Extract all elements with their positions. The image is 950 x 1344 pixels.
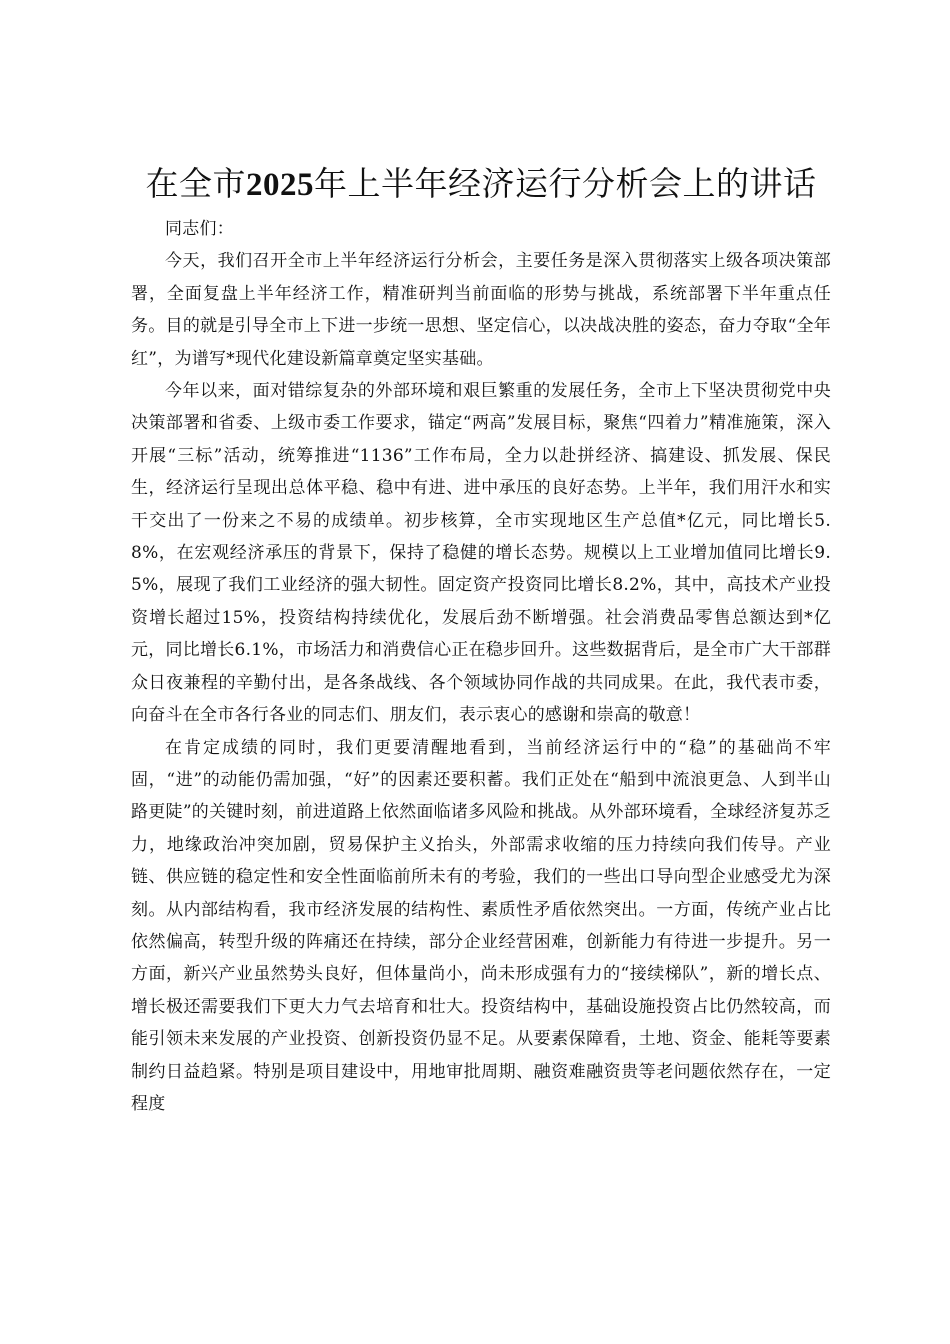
document-page — [131, 162, 831, 1120]
paragraph-3: 在肯定成绩的同时，我们更要清醒地看到，当前经济运行中的“稳”的基础尚不牢固，“进”的动能仍需加强，“好”的因素还要积蓄。我们正处在“船到中流浪更急、人到半山路更陡”的关键时刻，前进道路上依然面临诸多风险和挑战。从外部环境看，全球经济复苏乏力，地缘政治冲突加剧，贸易保护主义抬头，外部需求收缩的压力持续向我们传导。产业链、供应链的稳定性和安全性面临前所未有的考验，我们的一些出口导向型企业感受尤为深刻。从内部结构看，我市经济发展的结构性、素质性矛盾依然突出。一方面，传统产业占比依然偏高，转型升级的阵痛还在持续，部分企业经营困难，创新能力有待进一步提升。另一方面，新兴产业虽然势头良好，但体量尚小，尚未形成强有力的“接续梯队”，新的增长点、增长极还需要我们下更大力气去培育和壮大。投资结构中，基础设施投资占比仍然较高，而能引领未来发展的产业投资、创新投资仍显不足。从要素保障看，土地、资金、能耗等要素制约日益趋紧。特别是项目建设中，用地审批周期、融资难融资贵等老问题依然存在，一定程度 — [131, 737, 831, 1114]
greeting: 同志们： — [165, 219, 234, 239]
document-title — [131, 162, 831, 207]
paragraph-2: 今年以来，面对错综复杂的外部环境和艰巨繁重的发展任务，全市上下坚决贯彻党中央决策部署和省委、上级市委工作要求，锚定“两高”发展目标，聚焦“四着力”精准施策，深入开展“三标”活动，统筹推进“1136”工作布局，全力以赴拼经济、搞建设、抓发展、保民生，经济运行呈现出总体平稳、稳中有进、进中承压的良好态势。上半年，我们用汗水和实干交出了一份来之不易的成绩单。初步核算，全市实现地区生产总值*亿元，同比增长5.8%，在宏观经济承压的背景下，保持了稳健的增长态势。规模以上工业增加值同比增长9.5%，展现了我们工业经济的强大韧性。固定资产投资同比增长8.2%，其中，高技术产业投资增长超过15%，投资结构持续优化，发展后劲不断增强。社会消费品零售总额达到*亿元，同比增长6.1%，市场活力和消费信心正在稳步回升。这些数据背后，是全市广大干部群众日夜兼程的辛勤付出，是各条战线、各个领域协同作战的共同成果。在此，我代表市委，向奋斗在全市各行各业的同志们、朋友们，表示衷心的感谢和崇高的敬意！ — [131, 381, 831, 726]
title-suffix: 年上半年经济运行分析会上的讲话 — [314, 164, 817, 203]
paragraph-1: 今天，我们召开全市上半年经济运行分析会，主要任务是深入贯彻落实上级各项决策部署，全面复盘上半年经济工作，精准研判当前面临的形势与挑战，系统部署下半年重点任务。目的就是引导全市上下进一步统一思想、坚定信心，以决战决胜的姿态，奋力夺取“全年红”，为谱写*现代化建设新篇章奠定坚实基础。 — [131, 251, 831, 369]
title-prefix: 在全市 — [145, 164, 246, 203]
title-year: 2025 — [246, 167, 314, 203]
document-body — [131, 213, 831, 1120]
